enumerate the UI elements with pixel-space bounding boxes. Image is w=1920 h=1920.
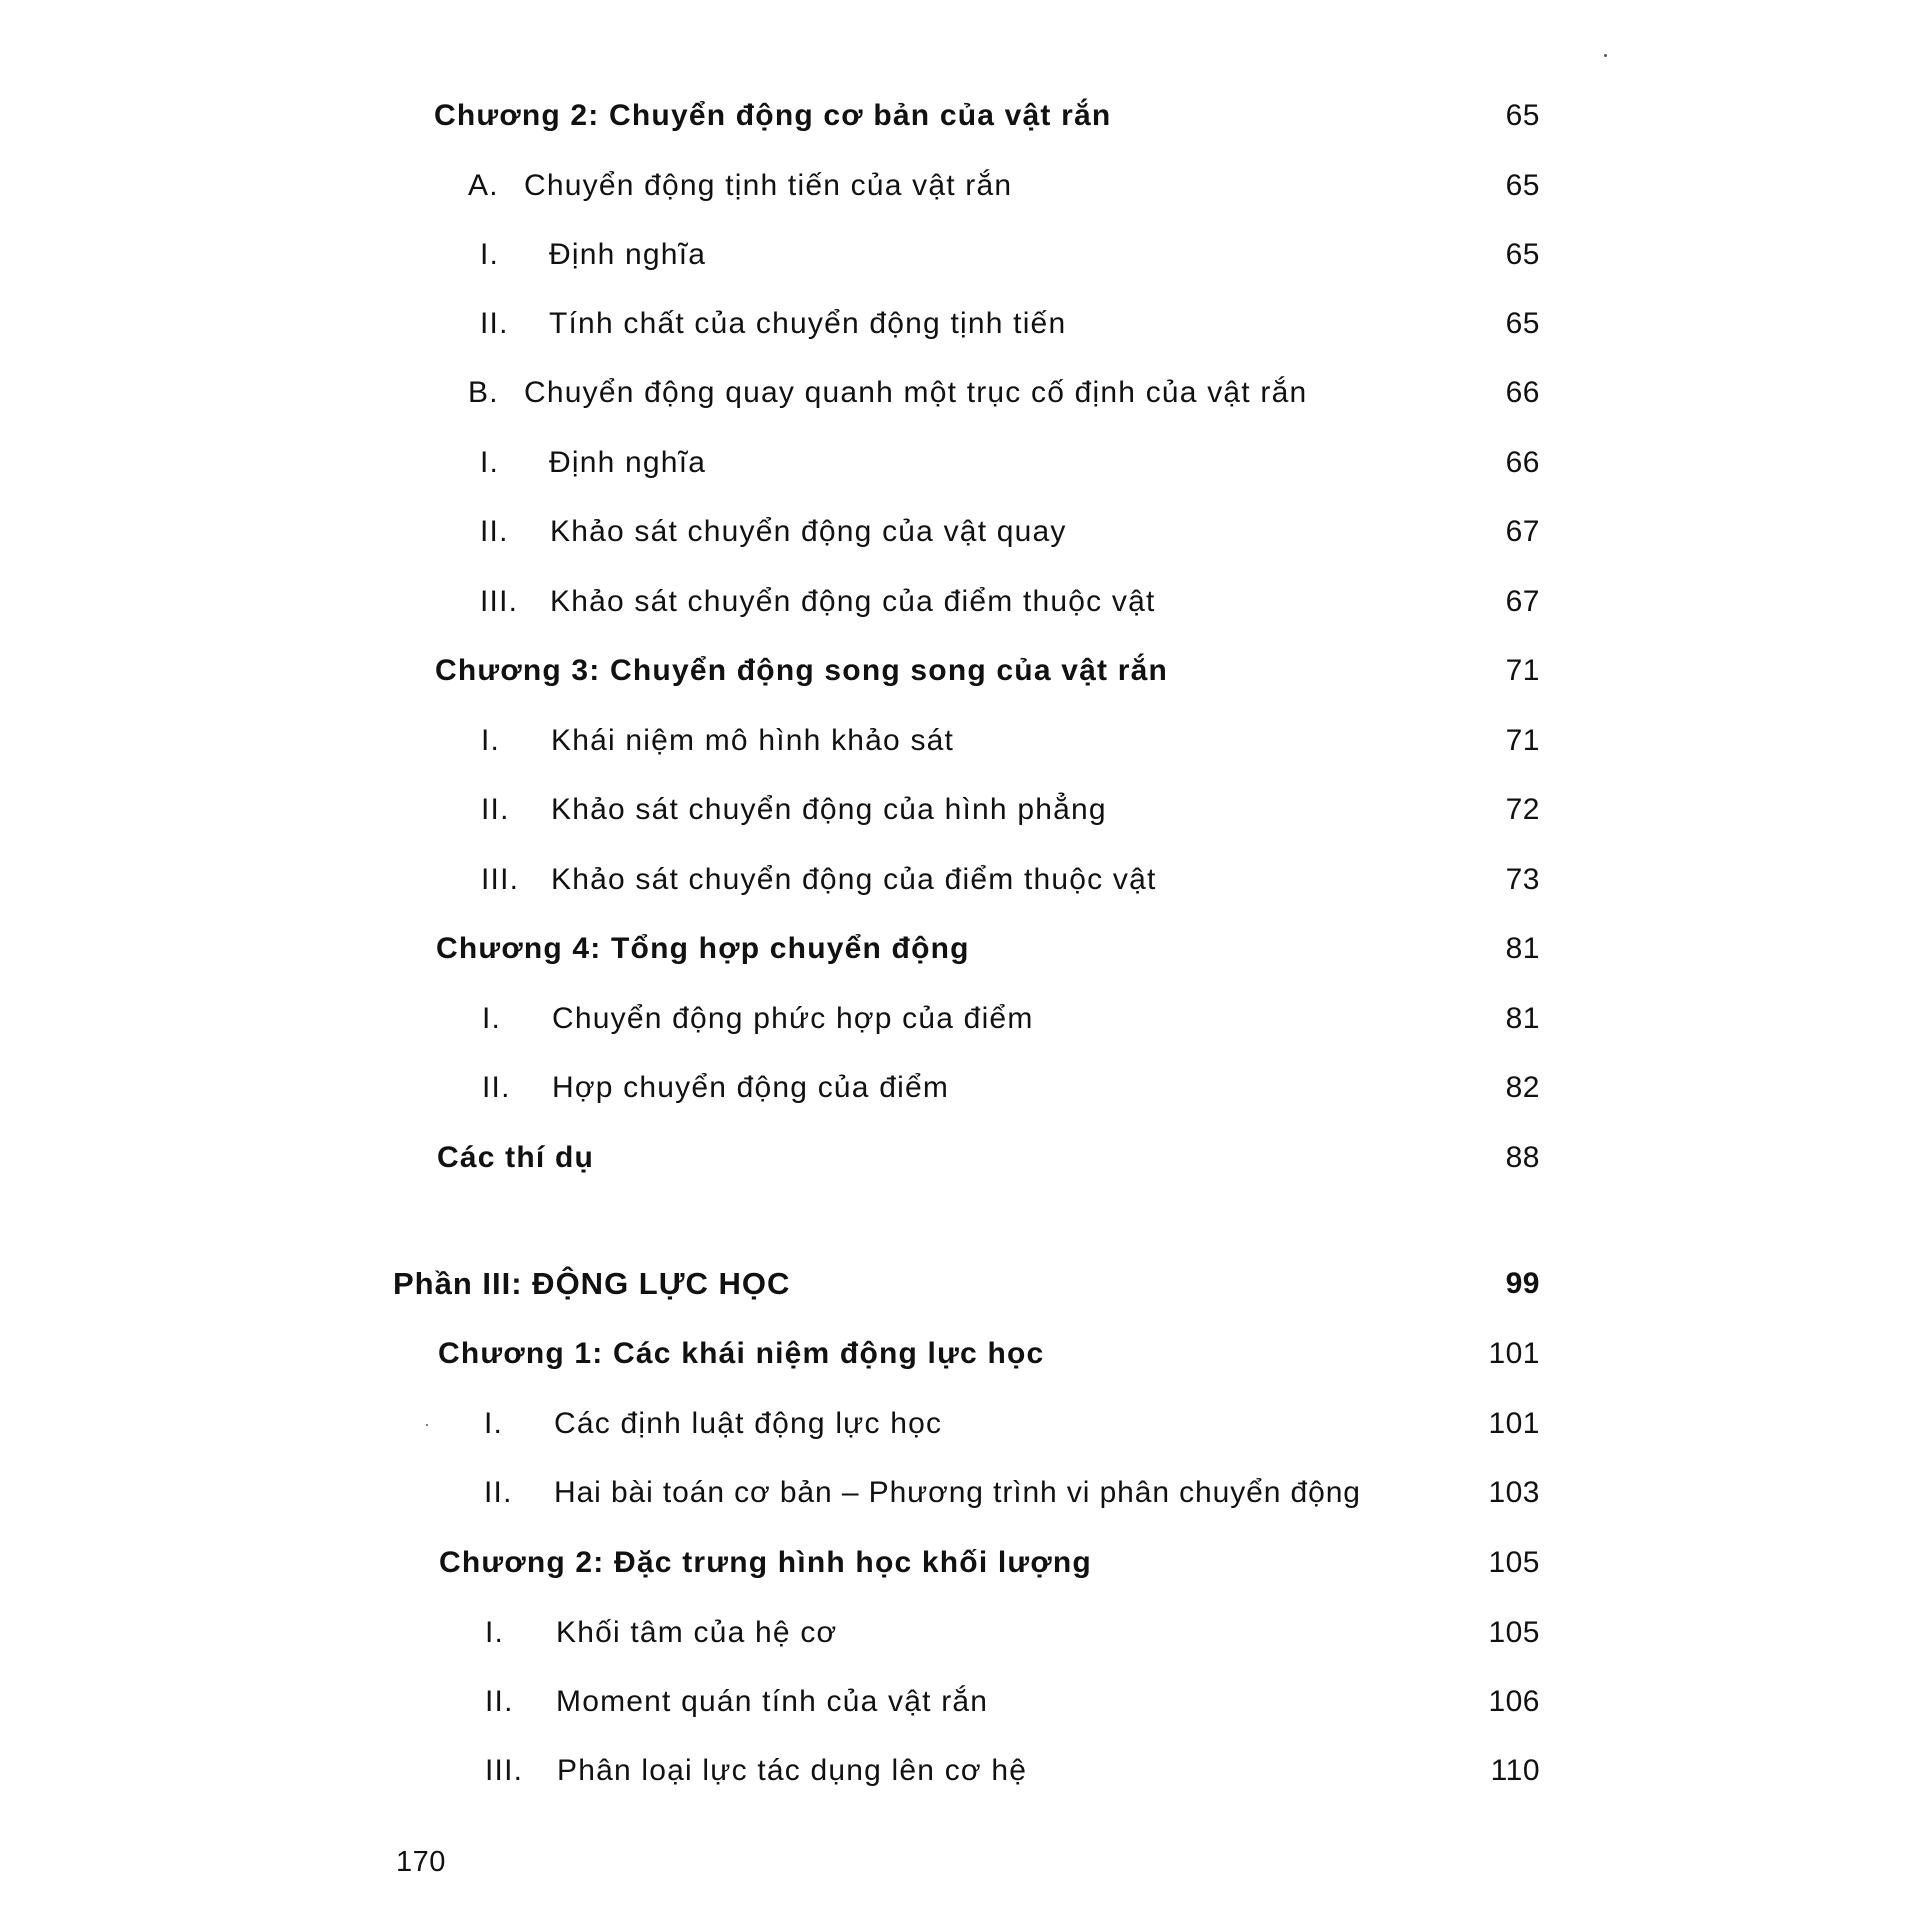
toc-section-title: Moment quán tính của vật rắn bbox=[556, 1685, 989, 1718]
toc-section-row bbox=[0, 780, 1920, 840]
toc-section-number: I. bbox=[480, 238, 500, 271]
toc-section-number: I. bbox=[485, 1616, 505, 1649]
toc-section-title: Khảo sát chuyển động của vật quay bbox=[550, 515, 1067, 548]
toc-chapter-title: Chương 2: Đặc trưng hình học khối lượng bbox=[439, 1546, 1092, 1579]
toc-page-number: 88 bbox=[1505, 1141, 1540, 1174]
scan-speck bbox=[426, 1424, 428, 1426]
toc-page-number: 81 bbox=[1505, 932, 1540, 965]
toc-page-number: 105 bbox=[1488, 1616, 1540, 1649]
toc-section-row bbox=[0, 1058, 1920, 1118]
toc-page-number: 65 bbox=[1505, 307, 1540, 340]
toc-section-title: Chuyển động quay quanh một trục cố định của vật rắn bbox=[524, 376, 1308, 409]
toc-section-number: II. bbox=[485, 1685, 514, 1718]
toc-section-row bbox=[0, 989, 1920, 1049]
toc-section-row bbox=[0, 502, 1920, 562]
toc-chapter-row bbox=[0, 641, 1920, 701]
toc-section-title: Khái niệm mô hình khảo sát bbox=[551, 724, 955, 757]
toc-page-number: 101 bbox=[1488, 1407, 1540, 1440]
toc-page-number: 110 bbox=[1490, 1754, 1540, 1787]
toc-section-number: II. bbox=[481, 793, 510, 826]
toc-section-row bbox=[0, 433, 1920, 493]
toc-section-title: Tính chất của chuyển động tịnh tiến bbox=[549, 307, 1067, 340]
toc-section-title: Chuyển động tịnh tiến của vật rắn bbox=[524, 169, 1013, 202]
toc-section-title: Phân loại lực tác dụng lên cơ hệ bbox=[557, 1754, 1028, 1787]
toc-page-number: 65 bbox=[1505, 238, 1540, 271]
toc-page-number: 67 bbox=[1505, 585, 1540, 618]
toc-page-number: 81 bbox=[1505, 1002, 1540, 1035]
toc-section-row bbox=[0, 1672, 1920, 1732]
footer-page-number: 170 bbox=[396, 1846, 446, 1878]
toc-section-row bbox=[0, 294, 1920, 354]
toc-page-number: 106 bbox=[1488, 1685, 1540, 1718]
toc-section-number: I. bbox=[482, 1002, 502, 1035]
toc-page-number: 65 bbox=[1505, 99, 1540, 132]
toc-page-number: 65 bbox=[1505, 169, 1540, 202]
toc-part-title: Phần III: ĐỘNG LỰC HỌC bbox=[393, 1266, 791, 1301]
toc-chapter-row bbox=[0, 1533, 1920, 1593]
toc-page-number: 71 bbox=[1505, 654, 1540, 687]
toc-section-row bbox=[0, 572, 1920, 632]
toc-section-row bbox=[0, 1394, 1920, 1454]
toc-section-title: Các định luật động lực học bbox=[554, 1407, 943, 1440]
toc-section-row bbox=[0, 1463, 1920, 1523]
toc-section-row bbox=[0, 850, 1920, 910]
toc-section-number: I. bbox=[484, 1407, 504, 1440]
toc-chapter-row bbox=[0, 1128, 1920, 1188]
toc-chapter-title: Chương 2: Chuyển động cơ bản của vật rắn bbox=[434, 99, 1112, 132]
toc-page-number: 82 bbox=[1505, 1071, 1540, 1104]
toc-chapter-title: Chương 1: Các khái niệm động lực học bbox=[438, 1337, 1045, 1370]
toc-section-number: II. bbox=[480, 307, 509, 340]
toc-chapter-row bbox=[0, 919, 1920, 979]
toc-page-number: 99 bbox=[1505, 1267, 1540, 1300]
toc-section-number: III. bbox=[485, 1754, 524, 1787]
toc-section-number: II. bbox=[482, 1071, 511, 1104]
toc-page-number: 67 bbox=[1505, 515, 1540, 548]
toc-section-row bbox=[0, 1603, 1920, 1663]
toc-chapter-row bbox=[0, 1324, 1920, 1384]
toc-chapter-row bbox=[0, 86, 1920, 146]
toc-section-number: III. bbox=[481, 863, 520, 896]
toc-section-title: Khảo sát chuyển động của điểm thuộc vật bbox=[551, 863, 1157, 896]
toc-section-title: Hợp chuyển động của điểm bbox=[552, 1071, 950, 1104]
toc-page-number: 66 bbox=[1505, 376, 1540, 409]
toc-section-number: II. bbox=[484, 1476, 513, 1509]
toc-section-number: B. bbox=[468, 376, 499, 409]
toc-page-number: 66 bbox=[1505, 446, 1540, 479]
toc-section-number: III. bbox=[480, 585, 519, 618]
toc-page-number: 73 bbox=[1505, 863, 1540, 896]
toc-part-row bbox=[0, 1254, 1920, 1314]
toc-section-title: Định nghĩa bbox=[549, 238, 707, 271]
toc-section-number: A. bbox=[468, 169, 499, 202]
toc-section-number: I. bbox=[480, 446, 500, 479]
toc-page-number: 105 bbox=[1488, 1546, 1540, 1579]
toc-section-title: Khảo sát chuyển động của điểm thuộc vật bbox=[550, 585, 1156, 618]
toc-section-title: Khối tâm của hệ cơ bbox=[556, 1616, 838, 1649]
toc-page-number: 72 bbox=[1505, 793, 1540, 826]
toc-section-row bbox=[0, 225, 1920, 285]
toc-section-row bbox=[0, 1741, 1920, 1801]
toc-section-row bbox=[0, 363, 1920, 423]
toc-section-row bbox=[0, 156, 1920, 216]
toc-page-number: 71 bbox=[1505, 724, 1540, 757]
toc-section-row bbox=[0, 711, 1920, 771]
scan-speck bbox=[1604, 54, 1607, 57]
toc-chapter-title: Các thí dụ bbox=[437, 1141, 595, 1174]
toc-section-title: Khảo sát chuyển động của hình phẳng bbox=[551, 793, 1107, 826]
toc-page-number: 101 bbox=[1488, 1337, 1540, 1370]
toc-page-number: 103 bbox=[1488, 1476, 1540, 1509]
toc-section-title: Hai bài toán cơ bản – Phương trình vi phân chuyển động bbox=[554, 1476, 1361, 1509]
toc-chapter-title: Chương 3: Chuyển động song song của vật rắn bbox=[435, 654, 1169, 687]
toc-chapter-title: Chương 4: Tổng hợp chuyển động bbox=[436, 932, 970, 965]
toc-section-title: Định nghĩa bbox=[549, 446, 707, 479]
toc-section-title: Chuyển động phức hợp của điểm bbox=[552, 1002, 1034, 1035]
toc-section-number: I. bbox=[481, 724, 501, 757]
toc-section-number: II. bbox=[480, 515, 509, 548]
